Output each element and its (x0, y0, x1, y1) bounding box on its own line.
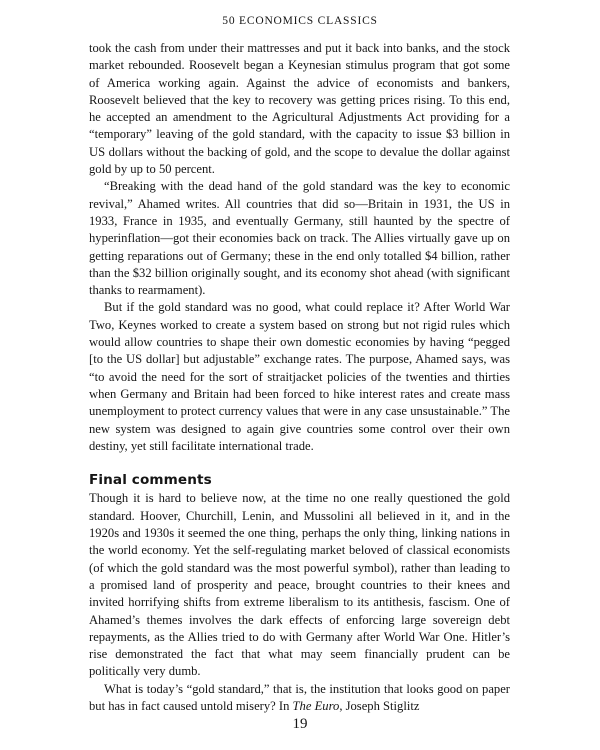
paragraph-3: But if the gold standard was no good, what could replace it? After World War Two, Keynes worked to create a system based on strong but not rigid rules which would allow countries to shape their own domestic economies by having “pegged [to the US dollar] but adjustable” exchange rates. The purpose, Ahamed says, was “to avoid the need for the sort of straitjacket policies of the twenties and thirties when Germany and Britain had been forced to hike interest rates and create mass unemployment to protect currency values that were in any case unsustainable.” The new system was designed to again give countries some control over their own destiny, yet still facilitate international trade. (89, 300, 510, 453)
paragraph-1: took the cash from under their mattresses and put it back into banks, and the stock market rebounded. Roosevelt began a Keynesian stimulus program that got some of America working again. Against the advice of economists and bankers, Roosevelt believed that the key to recovery was getting prices rising. To this end, he accepted an amendment to the Agricultural Adjustments Act providing for a “temporary” leaving of the gold standard, with the capacity to issue $3 billion in US dollars without the backing of gold, and the scope to devalue the dollar against gold by up to 50 percent. (89, 41, 510, 177)
running-head: 50 ECONOMICS CLASSICS (222, 15, 378, 27)
section-heading: Final comments (89, 472, 212, 489)
paragraph-2: “Breaking with the dead hand of the gold standard was the key to economic revival,” Ahamed writes. All countries that did so—Britain in 1931, the US in 1933, France in 1935, and eventually Germany, still haunted by the spectre of hyperinflation—got their economies back on track. The Allies virtually gave up on getting reparations out of Germany; these in the end only totalled $4 billion, rather than the $32 billion originally sought, and its economy shot ahead (with significant thanks to rearmament). (89, 179, 510, 298)
paragraph-5 (89, 681, 510, 716)
paragraph-4: Though it is hard to believe now, at the time no one really questioned the gold standard. Hoover, Churchill, Lenin, and Mussolini all believed in it, and in the 1920s and 1930s it seemed the one thing, perhaps the only thing, linking nations in the world economy. Yet the self-regulating market beloved of classical economists (of which the gold standard was the most powerful symbol), rather than leading to a promised land of prosperity and peace, brought countries to their knees and invited horrifying shifts from extreme liberalism to its antithesis, fascism. One of Ahamed’s themes involves the dark effects of enforcing large sovereign debt repayments, as the Allies tried to do with Germany after World War One. Hitler’s rise demonstrated the fact that what may seem financially prudent can be politically very dumb. (89, 491, 510, 679)
paragraph-5-tail: , Joseph Stiglitz (339, 698, 420, 713)
body-text (89, 40, 510, 715)
book-title-the-euro: The Euro (292, 698, 340, 713)
page-number: 19 (292, 716, 308, 732)
paragraph-5-lead: What is today’s “gold standard,” that is, the institution that looks good on paper but has in fact caused untold misery? In (89, 681, 510, 713)
